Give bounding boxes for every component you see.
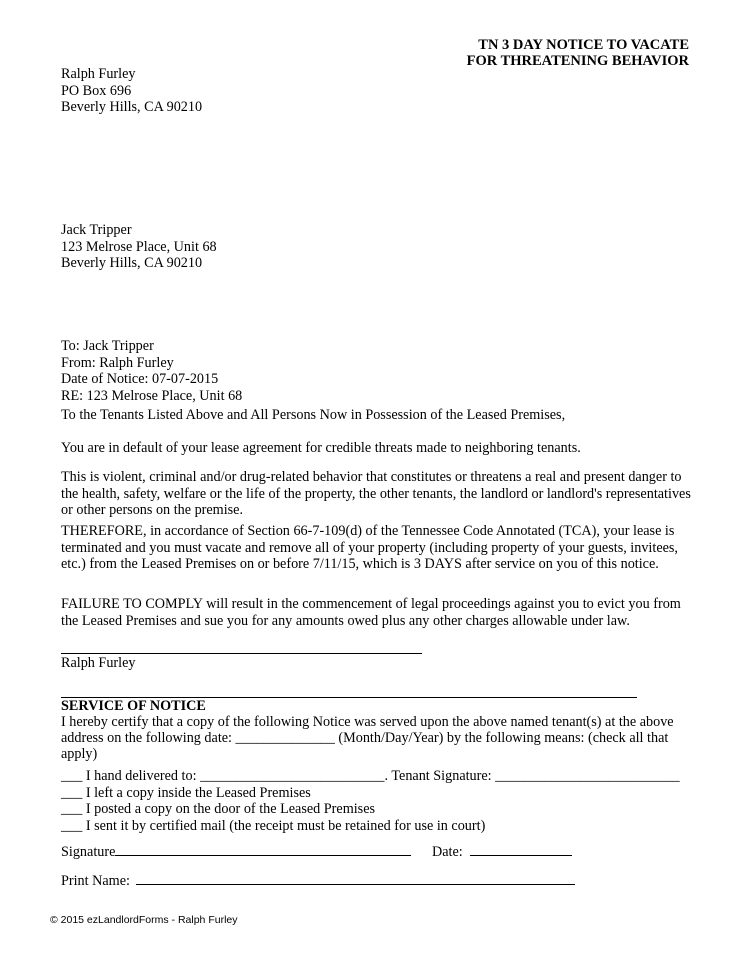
re-line: RE: 123 Melrose Place, Unit 68: [61, 387, 243, 404]
server-signature-row: [61, 842, 411, 861]
landlord-address: [61, 66, 202, 116]
certify-line-2: address on the following date: ______________ (Month/Day/Year) by the following means: (check all that: [61, 730, 669, 746]
to-line: To: Jack Tripper: [61, 338, 154, 354]
date-row: [432, 842, 572, 861]
signature-blank: [115, 842, 411, 856]
print-name-blank: [136, 871, 575, 885]
certify-line-3: apply): [61, 746, 98, 762]
failure-to-comply-paragraph: FAILURE TO COMPLY will result in the commencement of legal proceedings against you to evict you from the Leased Premises and sue you for any amounts owed plus any other charges allowable under law.: [61, 596, 681, 629]
service-method-list: [61, 768, 680, 834]
service-option-certified-mail: ___ I sent it by certified mail (the receipt must be retained for use in court): [61, 817, 486, 834]
signer-name: Ralph Furley: [61, 655, 136, 671]
service-of-notice-heading: SERVICE OF NOTICE: [61, 698, 206, 714]
landlord-name: Ralph Furley: [61, 66, 136, 82]
landlord-address-line-2: Beverly Hills, CA 90210: [61, 99, 203, 115]
date-blank: [470, 842, 572, 856]
service-option-hand-delivered: ___ I hand delivered to: __________________________. Tenant Signature: __________________________: [61, 768, 680, 784]
date-of-notice-line: Date of Notice: 07-07-2015: [61, 371, 219, 387]
signature-label: Signature: [61, 844, 116, 860]
tenant-address: [61, 222, 217, 272]
document-title: [467, 37, 689, 69]
service-option-left-inside: ___ I left a copy inside the Leased Premises: [61, 784, 311, 801]
behavior-paragraph: This is violent, criminal and/or drug-related behavior that constitutes or threatens a real and present danger to the health, safety, welfare or the life of the property, the other tenants, the landlord or landlord's representatives or other persons on the premise.: [61, 469, 691, 518]
print-name-row: [61, 871, 575, 890]
landlord-address-line-1: PO Box 696: [61, 82, 132, 99]
therefore-paragraph: THEREFORE, in accordance of Section 66-7-109(d) of the Tennessee Code Annotated (TCA), your lease is terminated and you must vacate and remove all of your property (including property of your guests, invitees, etc.) from the Leased Premises on or before 7/11/15, which is 3 DAYS after service on you of this notice.: [61, 523, 678, 572]
service-option-posted-door: ___ I posted a copy on the door of the Leased Premises: [61, 801, 376, 817]
print-name-label: Print Name:: [61, 873, 130, 889]
tenant-address-line-1: 123 Melrose Place, Unit 68: [61, 238, 217, 255]
date-label: Date:: [432, 844, 463, 860]
tenant-address-line-2: Beverly Hills, CA 90210: [61, 255, 203, 271]
default-statement: You are in default of your lease agreement for credible threats made to neighboring tenants.: [61, 440, 581, 456]
certify-line-1: I hereby certify that a copy of the following Notice was served upon the above named tenant(s) at the above: [61, 714, 674, 730]
tenant-name: Jack Tripper: [61, 222, 132, 238]
salutation: To the Tenants Listed Above and All Persons Now in Possession of the Leased Premises,: [61, 407, 566, 423]
title-line-1: TN 3 DAY NOTICE TO VACATE: [478, 37, 689, 53]
copyright-footer: © 2015 ezLandlordForms - Ralph Furley: [50, 914, 238, 926]
title-line-2: FOR THREATENING BEHAVIOR: [466, 53, 689, 69]
landlord-signature-line: [61, 653, 422, 654]
from-line: From: Ralph Furley: [61, 354, 174, 371]
notice-header-info: [61, 338, 242, 404]
